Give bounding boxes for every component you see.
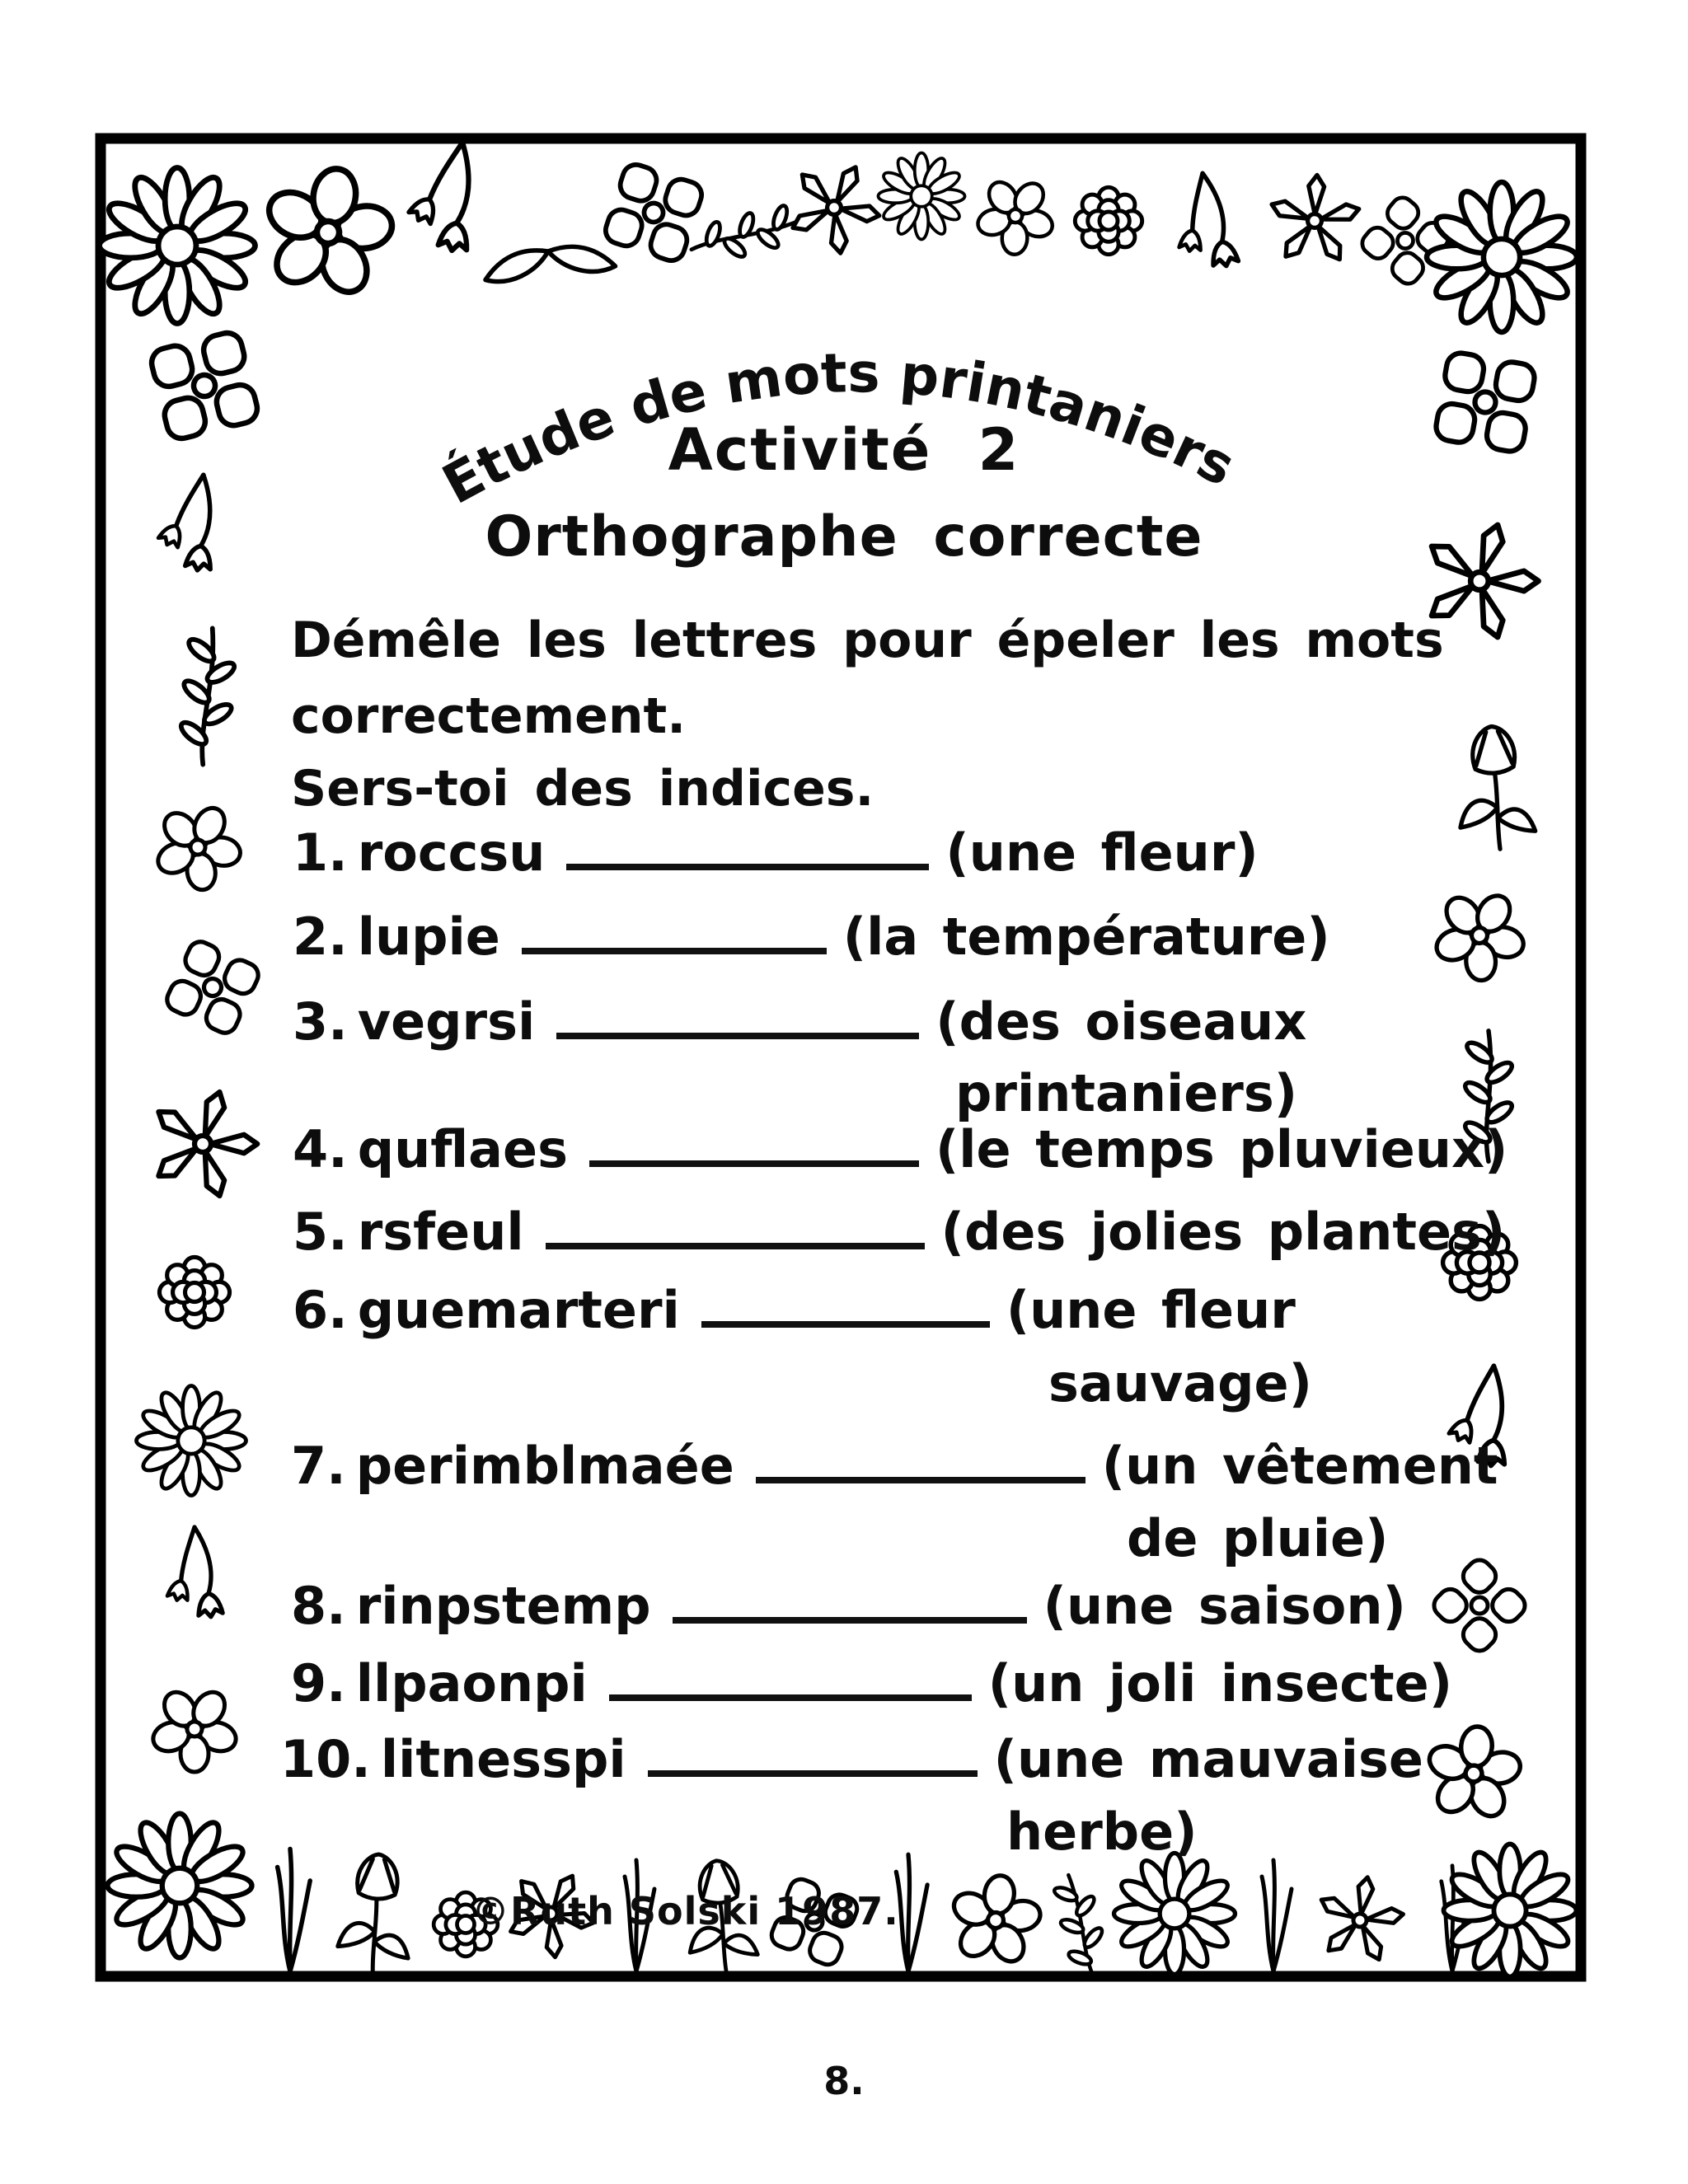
answer-blank [756, 1467, 1085, 1483]
item-hint: (des oiseaux [935, 991, 1307, 1052]
item-hint: (une saison) [1043, 1576, 1406, 1636]
worksheet-item-3 [293, 991, 1306, 1052]
daisy-flower-icon [1114, 1854, 1236, 1975]
worksheet-item-4 [293, 1119, 1507, 1179]
answer-blank [589, 1151, 919, 1167]
answer-blank [673, 1607, 1027, 1624]
leaf-spray-icon [483, 242, 616, 284]
item-hint: (une fleur [1006, 1280, 1296, 1340]
item-number: 3. [293, 991, 348, 1052]
worksheet-item-9 [291, 1653, 1452, 1713]
daisy-flower-icon [879, 153, 965, 240]
daisy-flower-icon [1444, 1844, 1577, 1977]
item-hint-continued: de pluie) [1127, 1508, 1389, 1568]
worksheet-item-8 [291, 1576, 1406, 1636]
bellflower-icon [403, 135, 485, 253]
item-hint-continued: sauvage) [1048, 1353, 1312, 1413]
star-flower-icon [153, 1090, 257, 1199]
item-number: 6. [293, 1280, 348, 1340]
poppy-flower-icon [1357, 193, 1452, 288]
chrysanthemum-icon [1075, 187, 1142, 254]
item-hint: (une mauvaise [993, 1729, 1423, 1789]
answer-blank [546, 1233, 925, 1249]
daisy-flower-icon [137, 1386, 246, 1496]
worksheet-item-6 [293, 1280, 1296, 1340]
worksheet-title: Étude de mots printaniers [432, 341, 1245, 517]
daisy-flower-icon [100, 168, 256, 324]
item-number: 7. [291, 1436, 346, 1496]
scrambled-word: lupie [357, 907, 500, 967]
item-hint: (une fleur) [945, 823, 1259, 883]
copyright-notice: ©Ruth Solski 1987. [471, 1889, 899, 1933]
worksheet-item-7 [291, 1436, 1498, 1496]
five-petal-flower-icon [965, 165, 1066, 268]
item-number: 9. [291, 1653, 346, 1713]
scrambled-word: rsfeul [357, 1202, 524, 1262]
section-heading: Orthographe correcte [485, 504, 1203, 569]
answer-blank [566, 854, 929, 870]
answer-blank [522, 938, 827, 954]
poppy-flower-icon [163, 938, 262, 1037]
answer-blank [701, 1311, 990, 1328]
tulip-icon [336, 1853, 413, 1973]
instruction-line-1: Démêle les lettres pour épeler les mots [291, 612, 1444, 669]
scrambled-word: perimblmaée [355, 1436, 734, 1496]
bellflower-icon [1166, 170, 1239, 274]
item-number: 1. [293, 823, 348, 883]
flower-sprig-icon [176, 626, 240, 766]
worksheet-item-1 [293, 823, 1259, 883]
star-flower-icon [785, 155, 887, 260]
answer-blank [556, 1023, 919, 1039]
daisy-flower-icon [1427, 182, 1577, 332]
item-number: 2. [293, 907, 348, 967]
flower-sprig-icon [1048, 1870, 1115, 1984]
poppy-flower-icon [1429, 1555, 1530, 1656]
daisy-flower-icon [108, 1814, 252, 1958]
item-number: 4. [293, 1119, 348, 1179]
five-petal-flower-icon [255, 157, 401, 308]
poppy-flower-icon [603, 162, 706, 265]
item-hint-continued: herbe) [1006, 1802, 1198, 1862]
bellflower-icon [160, 1526, 223, 1621]
five-petal-flower-icon [1417, 1715, 1530, 1832]
grass-blades-icon [1262, 1860, 1292, 1971]
five-petal-flower-icon [1423, 878, 1535, 992]
five-petal-flower-icon [148, 795, 247, 899]
grass-blades-icon [278, 1849, 311, 1972]
scrambled-word: llpaonpi [355, 1653, 588, 1713]
item-hint: (la température) [842, 907, 1330, 967]
item-number: 10. [280, 1729, 371, 1789]
answer-blank [648, 1760, 978, 1777]
activity-heading: Activité 2 [668, 416, 1020, 484]
item-hint: (des jolies plantes) [940, 1202, 1506, 1262]
tulip-icon [1454, 724, 1536, 851]
flower-sprig-icon [686, 199, 806, 272]
scrambled-word: roccsu [357, 823, 546, 883]
chrysanthemum-icon [159, 1257, 229, 1327]
answer-blank [609, 1685, 972, 1701]
worksheet-item-5 [293, 1202, 1505, 1262]
item-number: 5. [293, 1202, 348, 1262]
item-hint: (un vêtement [1101, 1436, 1498, 1496]
scrambled-word: vegrsi [357, 991, 536, 1052]
star-flower-icon [1263, 165, 1372, 276]
item-hint-continued: printaniers) [955, 1063, 1298, 1123]
worksheet-item-2 [293, 907, 1330, 967]
page-number: 8. [823, 2059, 865, 2103]
star-flower-icon [1315, 1871, 1409, 1969]
item-hint: (un joli insecte) [987, 1653, 1453, 1713]
five-petal-flower-icon [140, 1673, 250, 1785]
five-petal-flower-icon [943, 1866, 1048, 1975]
worksheet-item-10 [280, 1729, 1423, 1789]
instruction-line-2: correctement. [291, 687, 687, 745]
item-number: 8. [291, 1576, 346, 1636]
scrambled-word: guemarteri [357, 1280, 680, 1340]
grass-blades-icon [896, 1854, 927, 1971]
scrambled-word: rinpstemp [355, 1576, 651, 1636]
scrambled-word: litnesspi [380, 1729, 626, 1789]
item-hint: (le temps pluvieux) [935, 1119, 1508, 1179]
scrambled-word: quflaes [357, 1119, 568, 1179]
instruction-line-3: Sers-toi des indices. [291, 760, 874, 818]
